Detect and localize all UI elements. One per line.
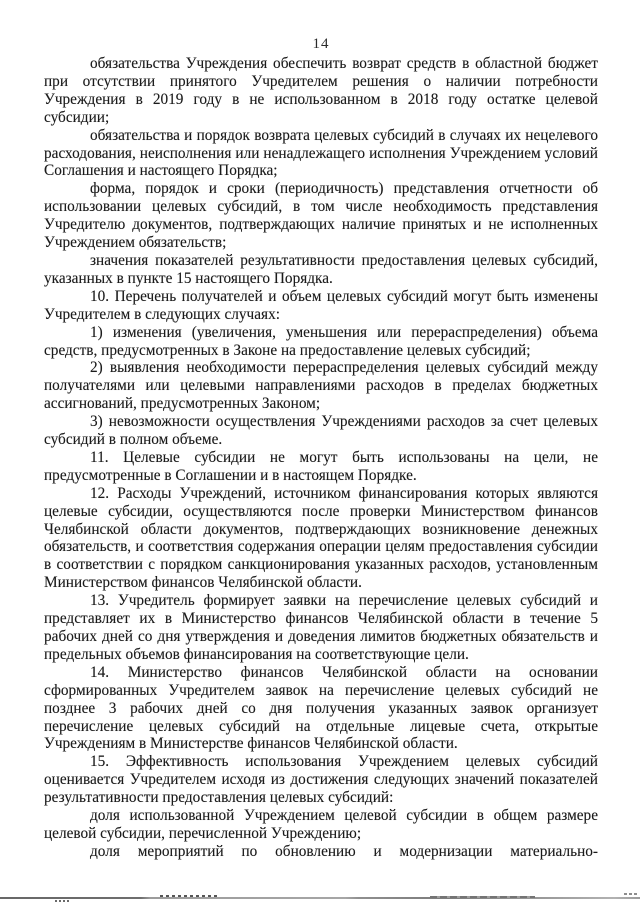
document-body (44, 55, 598, 861)
paragraph: 14. Министерство финансов Челябинской области на основании сформированных Учредителем заявок на перечисление целевых субсидий не позднее 3 рабочих дней со дня получения указанных заявок организует перечисление целевых субсидий на отдельные лицевые счета, открытые Учреждениям в Министерстве финансов Челябинской области. (44, 663, 598, 753)
paragraph: 12. Расходы Учреждений, источником финансирования которых являются целевые субсидии, осуществляются после проверки Министерством финансов Челябинской области документов, подтверждающих возникновение денежных обязательств, и соответствия содержания операции целям предоставления субсидии в соответствии с порядком санкционирования указанных расходов, установленным Министерством финансов Челябинской области. (44, 484, 598, 592)
paragraph: 10. Перечень получателей и объем целевых субсидий могут быть изменены Учредителем в следующих случаях: (44, 287, 598, 323)
page-number: 14 (312, 36, 330, 52)
paragraph: 2) выявления необходимости перераспределения целевых субсидий между получателями или целевыми направлениями расходов в пределах бюджетных ассигнований, предусмотренных Законом; (44, 359, 598, 413)
paragraph: доля использованной Учреждением целевой субсидии в общем размере целевой субсидии, перечисленной Учреждению; (44, 807, 598, 842)
scan-artifact-mark (624, 893, 638, 895)
paragraph: форма, порядок и сроки (периодичность) представления отчетности об использовании целевых субсидий, в том числе необходимость представления Учредителю документов, подтверждающих наличие принятых и не исполненных Учреждением обязательств; (44, 180, 598, 252)
paragraph: обязательства Учреждения обеспечить возврат средств в областной бюджет при отсутствии принятого Учредителем решения о наличии потребности Учреждения в 2019 году в не использованном в 2018 году остатке целевой субсидии; (44, 55, 598, 126)
paragraph: 15. Эффективность использования Учреждением целевых субсидий оценивается Учредителем исходя из достижения следующих значений показателей результативности предоставления целевых субсидий: (44, 753, 598, 807)
paragraph: 3) невозможности осуществления Учреждениями расходов за счет целевых субсидий в полном объеме. (44, 413, 598, 449)
scan-artifact-line (0, 897, 640, 899)
paragraph: значения показателей результативности предоставления целевых субсидий, указанных в пункте 15 настоящего Порядка. (44, 251, 598, 287)
scan-artifact-mark (160, 895, 218, 897)
scan-artifact-mark (430, 896, 535, 898)
paragraph: 11. Целевые субсидии не могут быть использованы на цели, не предусмотренные в Соглашении и в настоящем Порядке. (44, 448, 598, 484)
paragraph: 1) изменения (увеличения, уменьшения или перераспределения) объема средств, предусмотренных в Законе на предоставление целевых субсидий; (44, 323, 598, 359)
scan-artifact-mark (55, 900, 71, 902)
paragraph: обязательства и порядок возврата целевых субсидий в случаях их нецелевого расходования, неисполнения или ненадлежащего исполнения Учреждением условий Соглашения и настоящего Порядка; (44, 126, 598, 180)
paragraph: доля мероприятий по обновлению и модернизации материально- (90, 842, 598, 860)
paragraph: 13. Учредитель формирует заявки на перечисление целевых субсидий и представляет их в Министерство финансов Челябинской области в течение 5 рабочих дней со дня утверждения и доведения лимитов бюджетных обязательств и предельных объемов финансирования на соответствующие цели. (44, 592, 598, 663)
